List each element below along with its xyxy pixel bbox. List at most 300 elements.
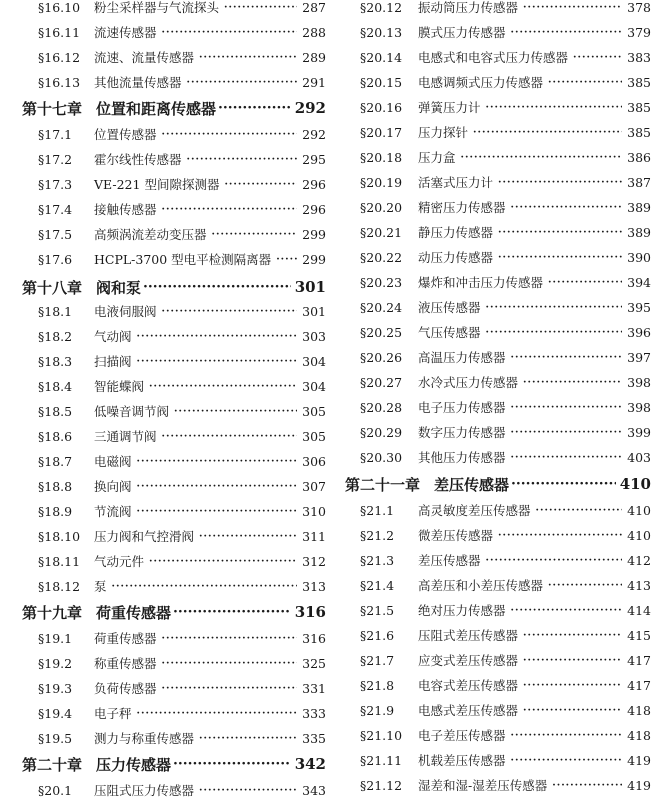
- page-number: 412: [627, 552, 651, 568]
- section-title: 压力探针: [418, 125, 469, 140]
- section-number: §19.2: [38, 655, 73, 671]
- section-title: 湿差和湿-湿差压传感器: [418, 778, 548, 793]
- section-title: 低噪音调节阀: [94, 404, 170, 419]
- toc-section-entry: [340, 698, 655, 722]
- page-number: 316: [294, 603, 326, 621]
- dot-leader: [552, 780, 622, 791]
- dot-leader: [523, 2, 622, 13]
- toc-section-entry: [0, 0, 330, 19]
- toc-section-entry: [0, 324, 330, 348]
- section-title: 高差压和小差压传感器: [418, 578, 544, 593]
- section-number: §20.16: [360, 99, 403, 115]
- page-number: 313: [302, 578, 326, 594]
- page-number: 343: [302, 782, 326, 798]
- page-number: 292: [294, 99, 326, 117]
- page-number: 394: [627, 274, 651, 290]
- toc-section-entry: [340, 70, 655, 94]
- section-number: §20.30: [360, 449, 403, 465]
- toc-section-entry: [340, 573, 655, 597]
- dot-leader: [137, 481, 298, 492]
- page-number: 299: [302, 251, 326, 267]
- section-title: 微差压传感器: [418, 528, 494, 543]
- dot-leader: [199, 733, 297, 744]
- chapter-title: 阀和泵: [96, 278, 142, 297]
- toc-chapter-heading: [0, 95, 330, 121]
- page-number: 331: [302, 680, 326, 696]
- section-title: 负荷传感器: [94, 681, 157, 696]
- section-number: §18.9: [38, 503, 73, 519]
- toc-section-entry: [0, 474, 330, 498]
- section-number: §18.7: [38, 453, 73, 469]
- toc-section-entry: [0, 499, 330, 523]
- dot-leader: [137, 456, 298, 467]
- dot-leader: [224, 2, 297, 13]
- section-number: §18.4: [38, 378, 73, 394]
- chapter-number: 第二十章: [22, 755, 83, 774]
- page-number: 396: [627, 324, 651, 340]
- section-number: §18.2: [38, 328, 73, 344]
- section-number: §16.11: [38, 24, 81, 40]
- section-number: §20.22: [360, 249, 403, 265]
- section-number: §20.1: [38, 782, 73, 798]
- toc-section-entry: [0, 172, 330, 196]
- toc-section-entry: [340, 0, 655, 19]
- section-number: §20.24: [360, 299, 403, 315]
- chapter-title: 差压传感器: [434, 475, 510, 494]
- toc-section-entry: [340, 648, 655, 672]
- section-number: §20.29: [360, 424, 403, 440]
- toc-section-entry: [340, 445, 655, 469]
- page-number: 333: [302, 705, 326, 721]
- section-number: §21.9: [360, 702, 395, 718]
- section-title: 泵: [94, 579, 107, 594]
- dot-leader: [511, 452, 623, 463]
- section-number: §21.10: [360, 727, 403, 743]
- dot-leader: [137, 331, 298, 342]
- section-number: §18.1: [38, 303, 73, 319]
- page-number: 387: [627, 174, 651, 190]
- section-title: 电感调频式压力传感器: [418, 75, 544, 90]
- page-number: 383: [627, 49, 651, 65]
- toc-chapter-heading: [0, 751, 330, 777]
- page-number: 295: [302, 151, 326, 167]
- toc-section-entry: [0, 778, 330, 802]
- toc-section-entry: [340, 723, 655, 747]
- toc-section-entry: [0, 676, 330, 700]
- section-number: §20.26: [360, 349, 403, 365]
- section-title: 精密压力传感器: [418, 200, 506, 215]
- toc-section-entry: [0, 424, 330, 448]
- chapter-title: 荷重传感器: [96, 603, 172, 622]
- page-number: 417: [627, 652, 651, 668]
- dot-leader: [187, 77, 298, 88]
- page-number: 311: [302, 528, 326, 544]
- toc-section-entry: [340, 45, 655, 69]
- page-number: 304: [302, 378, 326, 394]
- page-number: 303: [302, 328, 326, 344]
- dot-leader: [137, 708, 298, 719]
- section-number: §18.3: [38, 353, 73, 369]
- section-title: 电子压力传感器: [418, 400, 506, 415]
- section-title: 压力阀和气控滑阀: [94, 529, 195, 544]
- toc-chapter-heading: [340, 471, 655, 497]
- dot-leader: [486, 102, 623, 113]
- page-number: 398: [627, 374, 651, 390]
- toc-section-entry: [0, 197, 330, 221]
- dot-leader: [548, 77, 622, 88]
- page-number: 418: [627, 727, 651, 743]
- section-title: 流速传感器: [94, 25, 157, 40]
- toc-section-entry: [0, 651, 330, 675]
- toc-section-entry: [340, 673, 655, 697]
- section-number: §20.14: [360, 49, 403, 65]
- page-number: 398: [627, 399, 651, 415]
- page-number: 410: [627, 502, 651, 518]
- section-title: 电感式差压传感器: [418, 703, 519, 718]
- page-number: 291: [302, 74, 326, 90]
- dot-leader: [199, 531, 297, 542]
- dot-leader: [523, 680, 622, 691]
- dot-leader: [162, 27, 298, 38]
- section-title: 压阻式压力传感器: [94, 783, 195, 798]
- section-number: §20.21: [360, 224, 403, 240]
- dot-leader: [162, 204, 298, 215]
- dot-leader: [143, 279, 291, 295]
- section-title: 扫描阀: [94, 354, 132, 369]
- dot-leader: [187, 154, 298, 165]
- toc-section-entry: [0, 299, 330, 323]
- page-number: 306: [302, 453, 326, 469]
- dot-leader: [511, 202, 623, 213]
- dot-leader: [511, 730, 623, 741]
- dot-leader: [523, 705, 622, 716]
- toc-section-entry: [0, 247, 330, 271]
- section-title: 弹簧压力计: [418, 100, 481, 115]
- section-number: §18.10: [38, 528, 81, 544]
- section-title: 活塞式压力计: [418, 175, 494, 190]
- section-title: 其他流量传感器: [94, 75, 182, 90]
- section-number: §17.6: [38, 251, 73, 267]
- dot-leader: [174, 406, 297, 417]
- page-number: 325: [302, 655, 326, 671]
- toc-section-entry: [340, 345, 655, 369]
- toc-section-entry: [340, 420, 655, 444]
- page-number: 292: [302, 126, 326, 142]
- dot-leader: [112, 581, 298, 592]
- section-number: §21.2: [360, 527, 395, 543]
- dot-leader: [276, 254, 297, 265]
- page-number: 385: [627, 99, 651, 115]
- section-number: §17.5: [38, 226, 73, 242]
- section-number: §17.4: [38, 201, 73, 217]
- section-title: 智能蝶阀: [94, 379, 145, 394]
- dot-leader: [224, 179, 297, 190]
- toc-section-entry: [340, 245, 655, 269]
- section-title: 动压力传感器: [418, 250, 494, 265]
- dot-leader: [461, 152, 623, 163]
- section-title: VE-221 型间隙探测器: [94, 177, 220, 192]
- page-number: 390: [627, 249, 651, 265]
- section-number: §16.13: [38, 74, 81, 90]
- section-title: 测力与称重传感器: [94, 731, 195, 746]
- section-title: 位置传感器: [94, 127, 157, 142]
- toc-section-entry: [340, 95, 655, 119]
- dot-leader: [486, 555, 623, 566]
- toc-section-entry: [0, 626, 330, 650]
- section-title: 差压传感器: [418, 553, 481, 568]
- section-title: 水冷式压力传感器: [418, 375, 519, 390]
- dot-leader: [212, 229, 298, 240]
- section-title: 高灵敏度差压传感器: [418, 503, 531, 518]
- toc-section-entry: [340, 195, 655, 219]
- chapter-number: 第十九章: [22, 603, 83, 622]
- dot-leader: [162, 633, 298, 644]
- dot-leader: [511, 427, 623, 438]
- section-title: 气动阀: [94, 329, 132, 344]
- section-title: 接触传感器: [94, 202, 157, 217]
- section-number: §16.10: [38, 0, 81, 15]
- section-title: 电磁阀: [94, 454, 132, 469]
- dot-leader: [498, 530, 622, 541]
- chapter-number: 第二十一章: [345, 475, 421, 494]
- toc-section-entry: [340, 623, 655, 647]
- section-number: §21.6: [360, 627, 395, 643]
- page-number: 386: [627, 149, 651, 165]
- page-number: 419: [627, 777, 651, 793]
- toc-section-entry: [0, 70, 330, 94]
- toc-section-entry: [0, 399, 330, 423]
- chapter-number: 第十七章: [22, 99, 83, 118]
- section-title: 液压传感器: [418, 300, 481, 315]
- section-number: §20.15: [360, 74, 403, 90]
- section-number: §20.13: [360, 24, 403, 40]
- section-number: §17.2: [38, 151, 73, 167]
- toc-section-entry: [340, 320, 655, 344]
- toc-section-entry: [340, 523, 655, 547]
- section-title: HCPL-3700 型电平检测隔离器: [94, 252, 272, 267]
- toc-section-entry: [340, 598, 655, 622]
- section-number: §21.1: [360, 502, 395, 518]
- section-title: 气动元件: [94, 554, 145, 569]
- dot-leader: [511, 476, 616, 492]
- dot-leader: [218, 100, 291, 116]
- section-number: §19.1: [38, 630, 73, 646]
- section-title: 气压传感器: [418, 325, 481, 340]
- toc-section-entry: [340, 748, 655, 772]
- page-number: 301: [302, 303, 326, 319]
- page-number: 415: [627, 627, 651, 643]
- page-number: 288: [302, 24, 326, 40]
- page-number: 378: [627, 0, 651, 15]
- dot-leader: [498, 252, 622, 263]
- toc-section-entry: [0, 549, 330, 573]
- section-number: §20.18: [360, 149, 403, 165]
- section-title: 压阻式差压传感器: [418, 628, 519, 643]
- section-number: §19.5: [38, 730, 73, 746]
- section-number: §21.4: [360, 577, 395, 593]
- section-number: §18.12: [38, 578, 81, 594]
- section-title: 膜式压力传感器: [418, 25, 506, 40]
- section-title: 称重传感器: [94, 656, 157, 671]
- dot-leader: [162, 306, 298, 317]
- dot-leader: [511, 755, 623, 766]
- chapter-number: 第十八章: [22, 278, 83, 297]
- page-number: 296: [302, 176, 326, 192]
- dot-leader: [199, 785, 297, 796]
- toc-section-entry: [340, 20, 655, 44]
- page-number: 289: [302, 49, 326, 65]
- section-title: 静压力传感器: [418, 225, 494, 240]
- dot-leader: [486, 327, 623, 338]
- toc-section-entry: [0, 20, 330, 44]
- dot-leader: [137, 356, 298, 367]
- section-number: §17.3: [38, 176, 73, 192]
- dot-leader: [548, 277, 622, 288]
- section-number: §19.4: [38, 705, 73, 721]
- section-title: 机载差压传感器: [418, 753, 506, 768]
- section-title: 数字压力传感器: [418, 425, 506, 440]
- section-number: §20.17: [360, 124, 403, 140]
- page-number: 397: [627, 349, 651, 365]
- section-title: 其他压力传感器: [418, 450, 506, 465]
- toc-section-entry: [340, 498, 655, 522]
- page-number: 379: [627, 24, 651, 40]
- dot-leader: [511, 27, 623, 38]
- dot-leader: [536, 505, 623, 516]
- dot-leader: [173, 604, 291, 620]
- dot-leader: [573, 52, 622, 63]
- toc-section-entry: [0, 449, 330, 473]
- toc-section-entry: [0, 45, 330, 69]
- toc-section-entry: [0, 701, 330, 725]
- dot-leader: [511, 402, 623, 413]
- section-title: 高频涡流差动变压器: [94, 227, 207, 242]
- toc-section-entry: [0, 374, 330, 398]
- page-number: 304: [302, 353, 326, 369]
- page-number: 305: [302, 428, 326, 444]
- dot-leader: [162, 658, 298, 669]
- section-title: 换向阀: [94, 479, 132, 494]
- section-title: 高温压力传感器: [418, 350, 506, 365]
- page-number: 307: [302, 478, 326, 494]
- section-number: §17.1: [38, 126, 73, 142]
- page-number: 296: [302, 201, 326, 217]
- section-title: 电液伺服阀: [94, 304, 157, 319]
- toc-section-entry: [0, 122, 330, 146]
- section-title: 霍尔线性传感器: [94, 152, 182, 167]
- page-number: 389: [627, 224, 651, 240]
- section-number: §20.27: [360, 374, 403, 390]
- chapter-title: 压力传感器: [96, 755, 172, 774]
- section-number: §18.11: [38, 553, 81, 569]
- dot-leader: [523, 655, 622, 666]
- toc-chapter-heading: [0, 274, 330, 300]
- section-number: §21.7: [360, 652, 395, 668]
- dot-leader: [486, 302, 623, 313]
- page-number: 316: [302, 630, 326, 646]
- section-number: §20.12: [360, 0, 403, 15]
- section-number: §18.5: [38, 403, 73, 419]
- section-number: §21.3: [360, 552, 395, 568]
- section-number: §21.11: [360, 752, 403, 768]
- page-number: 385: [627, 74, 651, 90]
- page-number: 385: [627, 124, 651, 140]
- dot-leader: [162, 431, 298, 442]
- section-number: §21.8: [360, 677, 395, 693]
- toc-section-entry: [0, 524, 330, 548]
- dot-leader: [149, 556, 297, 567]
- page-number: 342: [294, 755, 326, 773]
- section-title: 电感式和电容式压力传感器: [418, 50, 569, 65]
- toc-section-entry: [340, 170, 655, 194]
- section-number: §20.19: [360, 174, 403, 190]
- toc-section-entry: [340, 773, 655, 797]
- toc-section-entry: [340, 120, 655, 144]
- page-number: 301: [294, 278, 326, 296]
- section-title: 振动筒压力传感器: [418, 0, 519, 15]
- section-title: 爆炸和冲击压力传感器: [418, 275, 544, 290]
- section-title: 电子秤: [94, 706, 132, 721]
- dot-leader: [149, 381, 297, 392]
- dot-leader: [162, 683, 298, 694]
- dot-leader: [511, 605, 623, 616]
- dot-leader: [137, 506, 298, 517]
- dot-leader: [548, 580, 622, 591]
- toc-section-entry: [0, 349, 330, 373]
- page-number: 305: [302, 403, 326, 419]
- toc-section-entry: [340, 270, 655, 294]
- toc-section-entry: [340, 220, 655, 244]
- page-number: 335: [302, 730, 326, 746]
- page-number: 410: [627, 527, 651, 543]
- toc-section-entry: [340, 145, 655, 169]
- dot-leader: [523, 630, 622, 641]
- page-number: 403: [627, 449, 651, 465]
- page-number: 414: [627, 602, 651, 618]
- dot-leader: [162, 129, 298, 140]
- section-number: §18.8: [38, 478, 73, 494]
- section-title: 粉尘采样器与气流探头: [94, 0, 220, 15]
- toc-section-entry: [0, 574, 330, 598]
- section-title: 应变式差压传感器: [418, 653, 519, 668]
- section-title: 电容式差压传感器: [418, 678, 519, 693]
- section-number: §21.5: [360, 602, 395, 618]
- toc-section-entry: [340, 295, 655, 319]
- section-title: 节流阀: [94, 504, 132, 519]
- section-number: §16.12: [38, 49, 81, 65]
- page-number: 287: [302, 0, 326, 15]
- section-number: §19.3: [38, 680, 73, 696]
- toc-section-entry: [0, 726, 330, 750]
- page-number: 410: [619, 475, 651, 493]
- dot-leader: [199, 52, 297, 63]
- page-number: 418: [627, 702, 651, 718]
- section-title: 压力盒: [418, 150, 456, 165]
- toc-section-entry: [340, 370, 655, 394]
- section-number: §20.28: [360, 399, 403, 415]
- dot-leader: [473, 127, 622, 138]
- section-number: §21.12: [360, 777, 403, 793]
- dot-leader: [498, 177, 622, 188]
- page-number: 389: [627, 199, 651, 215]
- page-number: 299: [302, 226, 326, 242]
- toc-section-entry: [340, 548, 655, 572]
- chapter-title: 位置和距离传感器: [96, 99, 217, 118]
- page-number: 310: [302, 503, 326, 519]
- section-number: §20.25: [360, 324, 403, 340]
- dot-leader: [523, 377, 622, 388]
- dot-leader: [498, 227, 622, 238]
